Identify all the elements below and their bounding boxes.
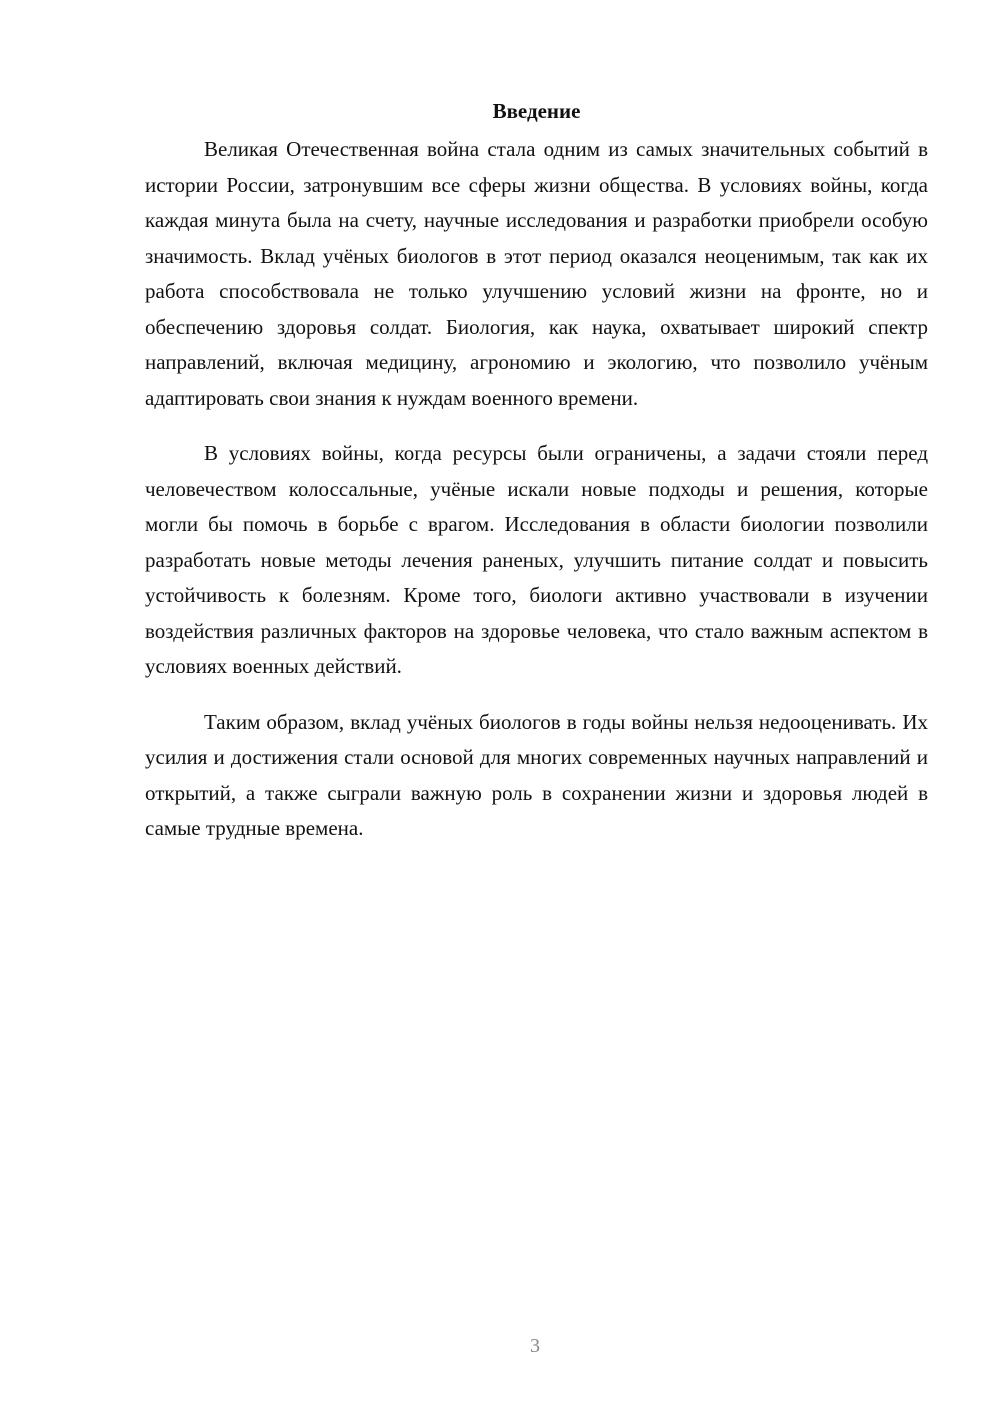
paragraph-2: В условиях войны, когда ресурсы были ограничены, а задачи стояли перед человечеством колоссальные, учёные искали новые подходы и решения, которые могли бы помочь в борьбе с врагом. Исследования в области биологии позволили разработать новые методы лечения раненых, улучшить питание солдат и повысить устойчивость к болезням. Кроме того, биологи активно участвовали в изучении воздействия различных факторов на здоровье человека, что стало важным аспектом в условиях военных действий. [145, 441, 928, 678]
paragraph-1: Великая Отечественная война стала одним из самых значительных событий в истории России, затронувшим все сферы жизни общества. В условиях войны, когда каждая минута была на счету, научные исследования и разработки приобрели особую значимость. Вклад учёных биологов в этот период оказался неоценимым, так как их работа способствовала не только улучшению условий жизни на фронте, но и обеспечению здоровья солдат. Биология, как наука, охватывает широкий спектр направлений, включая медицину, агрономию и экологию, что позволило учёным адаптировать свои знания к нуждам военного времени. [145, 137, 928, 410]
section-title: Введение [492, 99, 581, 123]
paragraph-3: Таким образом, вклад учёных биологов в годы войны нельзя недооценивать. Их усилия и достижения стали основой для многих современных научных направлений и открытий, а также сыграли важную роль в сохранении жизни и здоровья людей в самые трудные времена. [145, 709, 928, 840]
page-content [145, 94, 928, 867]
page-number: 3 [530, 1335, 540, 1357]
